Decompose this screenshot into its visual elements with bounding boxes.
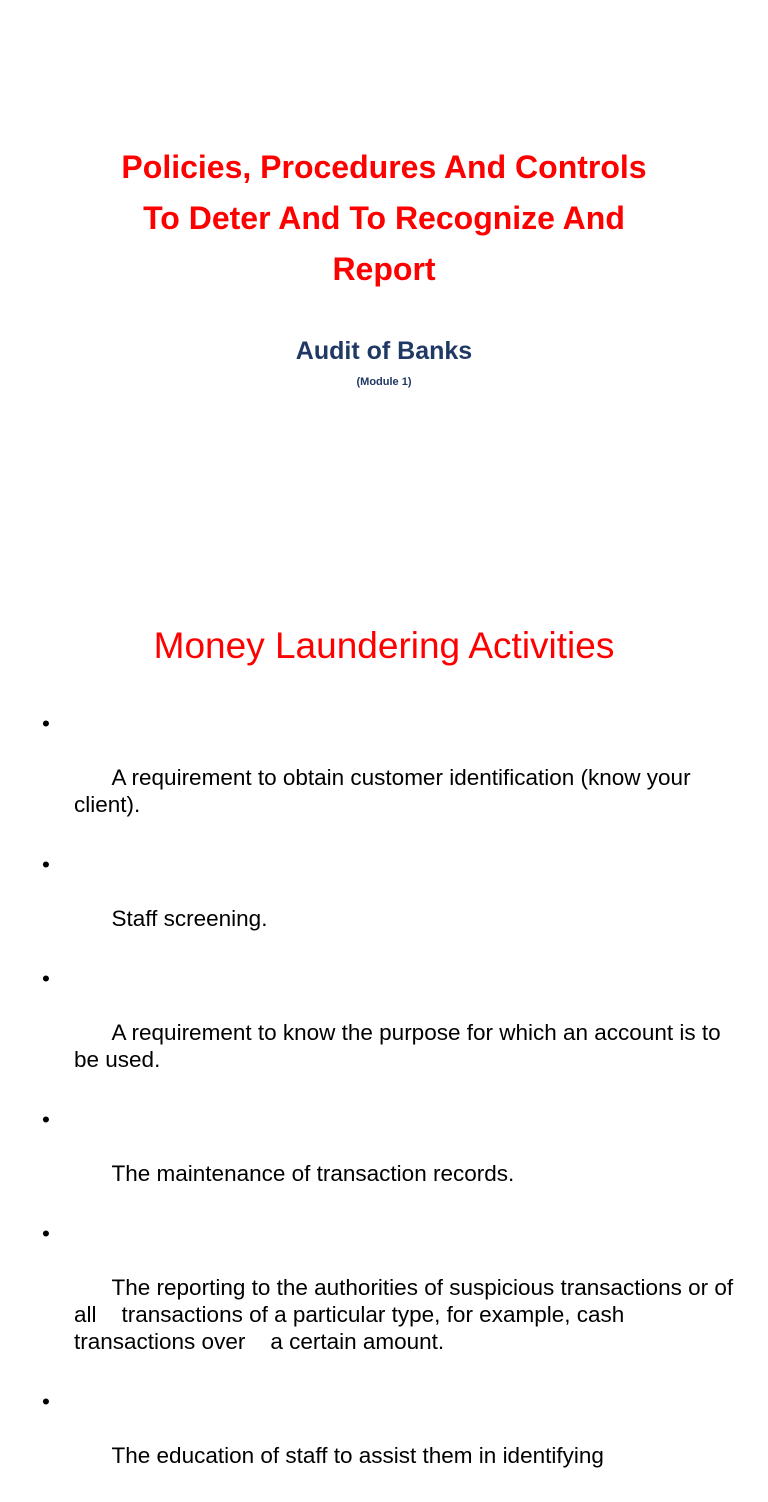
title-line-1: Policies, Procedures And Controls [121,149,647,185]
slide-subtitle: Audit of Banks [295,337,473,365]
bullet-icon: • [42,1221,50,1246]
bullet-item [42,851,742,959]
title-line-2: To Deter And To Recognize And [143,200,625,236]
bullet-text: A requirement to obtain customer identification (know your client). [74,765,697,817]
bullet-icon: • [42,711,50,736]
title-line-3: Report [332,251,436,287]
bullet-text: Staff screening. [111,906,268,931]
bullet-item [42,965,742,1100]
bullet-icon: • [42,1389,50,1414]
bullet-item [42,1220,742,1382]
bullet-list [42,710,742,1502]
bullet-item [42,1388,742,1496]
bullet-icon: • [42,966,50,991]
bullet-text: The maintenance of transaction records. [111,1161,515,1186]
bullet-item [42,710,742,845]
module-label: (Module 1) [356,376,412,388]
bullet-icon: • [42,852,50,877]
slide-title [40,142,728,295]
bullet-text: The reporting to the authorities of suspicious transactions or of all transactions of a particular type, for example, cash transactions over a certain amount. [74,1275,740,1354]
section-heading: Money Laundering Activities [153,625,615,666]
title-slide [0,0,768,576]
bullet-icon: • [42,1107,50,1132]
bullet-item [42,1106,742,1214]
bullet-text: A requirement to know the purpose for which an account is to be used. [74,1020,727,1072]
bullet-text: The education of staff to assist them in identifying [111,1443,604,1468]
content-slide [0,576,768,1468]
